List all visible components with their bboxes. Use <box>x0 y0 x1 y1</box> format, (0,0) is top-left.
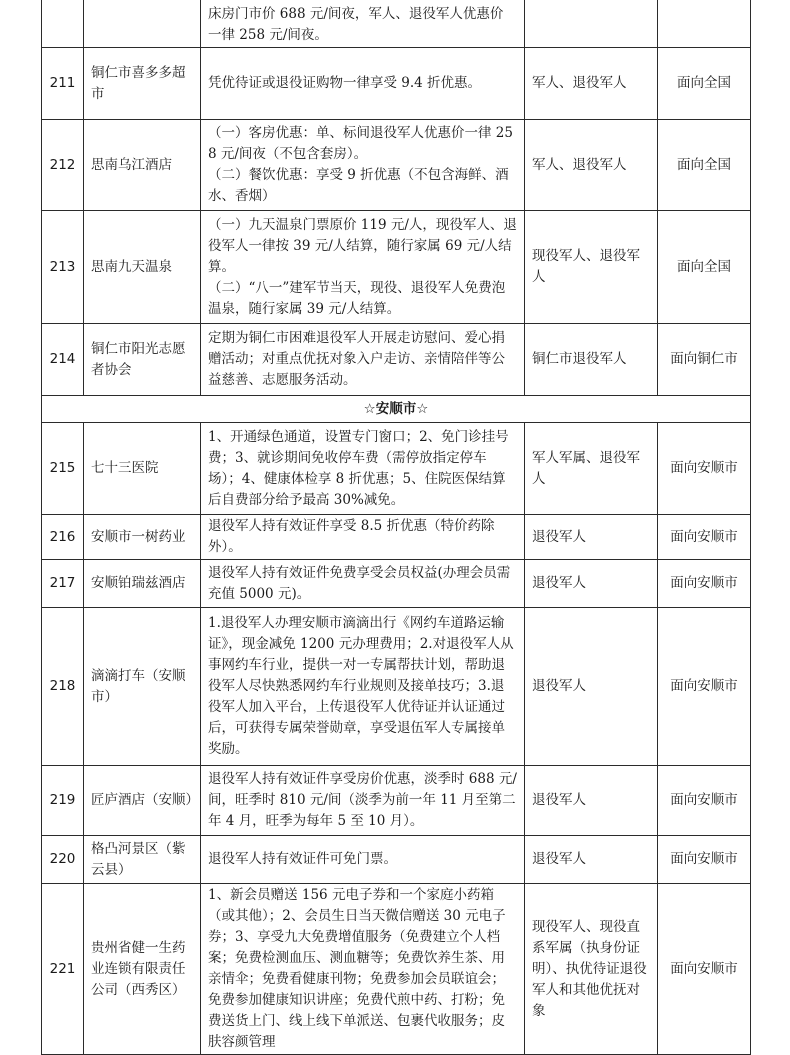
scope: 面向全国 <box>658 48 751 120</box>
benefit-text-line: （二）餐饮优惠：享受 9 折优惠（不包含海鲜、酒水、香烟） <box>208 167 509 204</box>
table-row <box>42 766 751 836</box>
scope: 面向安顺市 <box>658 836 751 884</box>
row-number: 216 <box>42 515 84 560</box>
target-group: 退役军人 <box>525 515 658 560</box>
target-group: 退役军人 <box>525 766 658 836</box>
table-row <box>42 120 751 211</box>
benefit-content: 1、新会员赠送 156 元电子券和一个家庭小药箱（或其他）；2、会员生日当天微信赠送 30 元电子券；3、享受九大免费增值服务（免费建立个人档案；免费检测血压、测血糖等；免费饮养生茶、用亲情伞；免费看健康刊物；免费参加会员联谊会；免费参加健康知识讲座；免费代煎中药、打粉；免费送货上门、线上线下单派送、包裹代收服务；皮肤容颜管理 <box>201 884 525 1055</box>
benefit-text-line: 一律 258 元/间夜。 <box>208 27 328 43</box>
benefit-content: 退役军人持有效证件免费享受会员权益(办理会员需充值 5000 元)。 <box>201 560 525 608</box>
table-row <box>42 211 751 324</box>
merchant-name: 铜仁市喜多多超市 <box>84 48 201 120</box>
table-row <box>42 0 751 48</box>
table-row <box>42 608 751 766</box>
benefit-content: 退役军人持有效证件享受房价优惠，淡季时 688 元/间，旺季时 810 元/间（淡季为前一年 11 月至第二年 4 月，旺季为每年 5 至 10 月）。 <box>201 766 525 836</box>
scope: 面向全国 <box>658 211 751 324</box>
benefit-text-line: 床房门市价 688 元/间夜，军人、退役军人优惠价 <box>208 6 504 22</box>
merchant-name: 思南九天温泉 <box>84 211 201 324</box>
target-group: 退役军人 <box>525 836 658 884</box>
benefit-content-cell <box>201 0 525 48</box>
merchant-name-cell <box>84 0 201 48</box>
target-group: 军人、退役军人 <box>525 48 658 120</box>
row-number: 212 <box>42 120 84 211</box>
benefit-content-cell <box>201 120 525 211</box>
table-row <box>42 324 751 396</box>
benefit-text-line: （一）客房优惠：单、标间退役军人优惠价一律 258 元/间夜（不包含套房）。 <box>208 125 513 162</box>
row-number: 220 <box>42 836 84 884</box>
row-number: 218 <box>42 608 84 766</box>
scope: 面向安顺市 <box>658 766 751 836</box>
benefit-content: 1、开通绿色通道，设置专门窗口；2、免门诊挂号费；3、就诊期间免收停车费（需停放指定停车场）；4、健康体检享 8 折优惠；5、住院医保结算后自费部分给予最高 30%减免。 <box>201 423 525 515</box>
table-row <box>42 515 751 560</box>
merchant-name: 七十三医院 <box>84 423 201 515</box>
table-row <box>42 560 751 608</box>
merchant-name: 贵州省健一生药业连锁有限责任公司（西秀区） <box>84 884 201 1055</box>
row-number: 215 <box>42 423 84 515</box>
scope: 面向安顺市 <box>658 608 751 766</box>
benefit-content-cell <box>201 211 525 324</box>
merchant-name: 滴滴打车（安顺市） <box>84 608 201 766</box>
target-group: 铜仁市退役军人 <box>525 324 658 396</box>
target-group-cell <box>525 0 658 48</box>
section-row <box>42 396 751 423</box>
row-number: 214 <box>42 324 84 396</box>
table-row <box>42 884 751 1055</box>
benefits-table <box>41 0 751 1055</box>
benefit-content: 凭优待证或退役证购物一律享受 9.4 折优惠。 <box>201 48 525 120</box>
target-group: 现役军人、现役直系军属（执身份证明）、执优待证退役军人和其他优抚对象 <box>525 884 658 1055</box>
table-row <box>42 423 751 515</box>
row-number: 219 <box>42 766 84 836</box>
section-title: ☆安顺市☆ <box>42 396 751 423</box>
benefit-content: 退役军人持有效证件享受 8.5 折优惠（特价药除外）。 <box>201 515 525 560</box>
row-number-cell <box>42 0 84 48</box>
merchant-name: 铜仁市阳光志愿者协会 <box>84 324 201 396</box>
merchant-name: 安顺铂瑞兹酒店 <box>84 560 201 608</box>
scope: 面向安顺市 <box>658 560 751 608</box>
benefit-content: 退役军人持有效证件可免门票。 <box>201 836 525 884</box>
merchant-name: 思南乌江酒店 <box>84 120 201 211</box>
merchant-name: 匠庐酒店（安顺） <box>84 766 201 836</box>
target-group: 退役军人 <box>525 560 658 608</box>
scope-cell <box>658 0 751 48</box>
target-group: 退役军人 <box>525 608 658 766</box>
target-group: 现役军人、退役军人 <box>525 211 658 324</box>
scope: 面向安顺市 <box>658 515 751 560</box>
merchant-name: 格凸河景区（紫云县） <box>84 836 201 884</box>
scope: 面向铜仁市 <box>658 324 751 396</box>
target-group: 军人军属、退役军人 <box>525 423 658 515</box>
scope: 面向安顺市 <box>658 423 751 515</box>
benefit-content: 1.退役军人办理安顺市滴滴出行《网约车道路运输证》，现金减免 1200 元办理费用；2.对退役军人从事网约车行业，提供一对一专属帮扶计划，帮助退役军人尽快熟悉网约车行业规则及接单技巧；3.退役军人加入平台，上传退役军人优待证并认证通过后，可获得专属荣誉勋章，享受退伍军人专属接单奖励。 <box>201 608 525 766</box>
scope: 面向全国 <box>658 120 751 211</box>
row-number: 221 <box>42 884 84 1055</box>
row-number: 211 <box>42 48 84 120</box>
benefit-content: 定期为铜仁市困难退役军人开展走访慰问、爱心捐赠活动；对重点优抚对象入户走访、亲情陪伴等公益慈善、志愿服务活动。 <box>201 324 525 396</box>
row-number: 217 <box>42 560 84 608</box>
table-row <box>42 48 751 120</box>
merchant-name: 安顺市一树药业 <box>84 515 201 560</box>
table-row <box>42 836 751 884</box>
benefit-text-line: （一）九天温泉门票原价 119 元/人，现役军人、退役军人一律按 39 元/人结算，随行家属 69 元/人结算。 <box>208 216 517 275</box>
target-group: 军人、退役军人 <box>525 120 658 211</box>
row-number: 213 <box>42 211 84 324</box>
scope: 面向安顺市 <box>658 884 751 1055</box>
benefit-text-line: （二）“八一”建军节当天，现役、退役军人免费泡温泉，随行家属 39 元/人结算。 <box>208 279 506 317</box>
